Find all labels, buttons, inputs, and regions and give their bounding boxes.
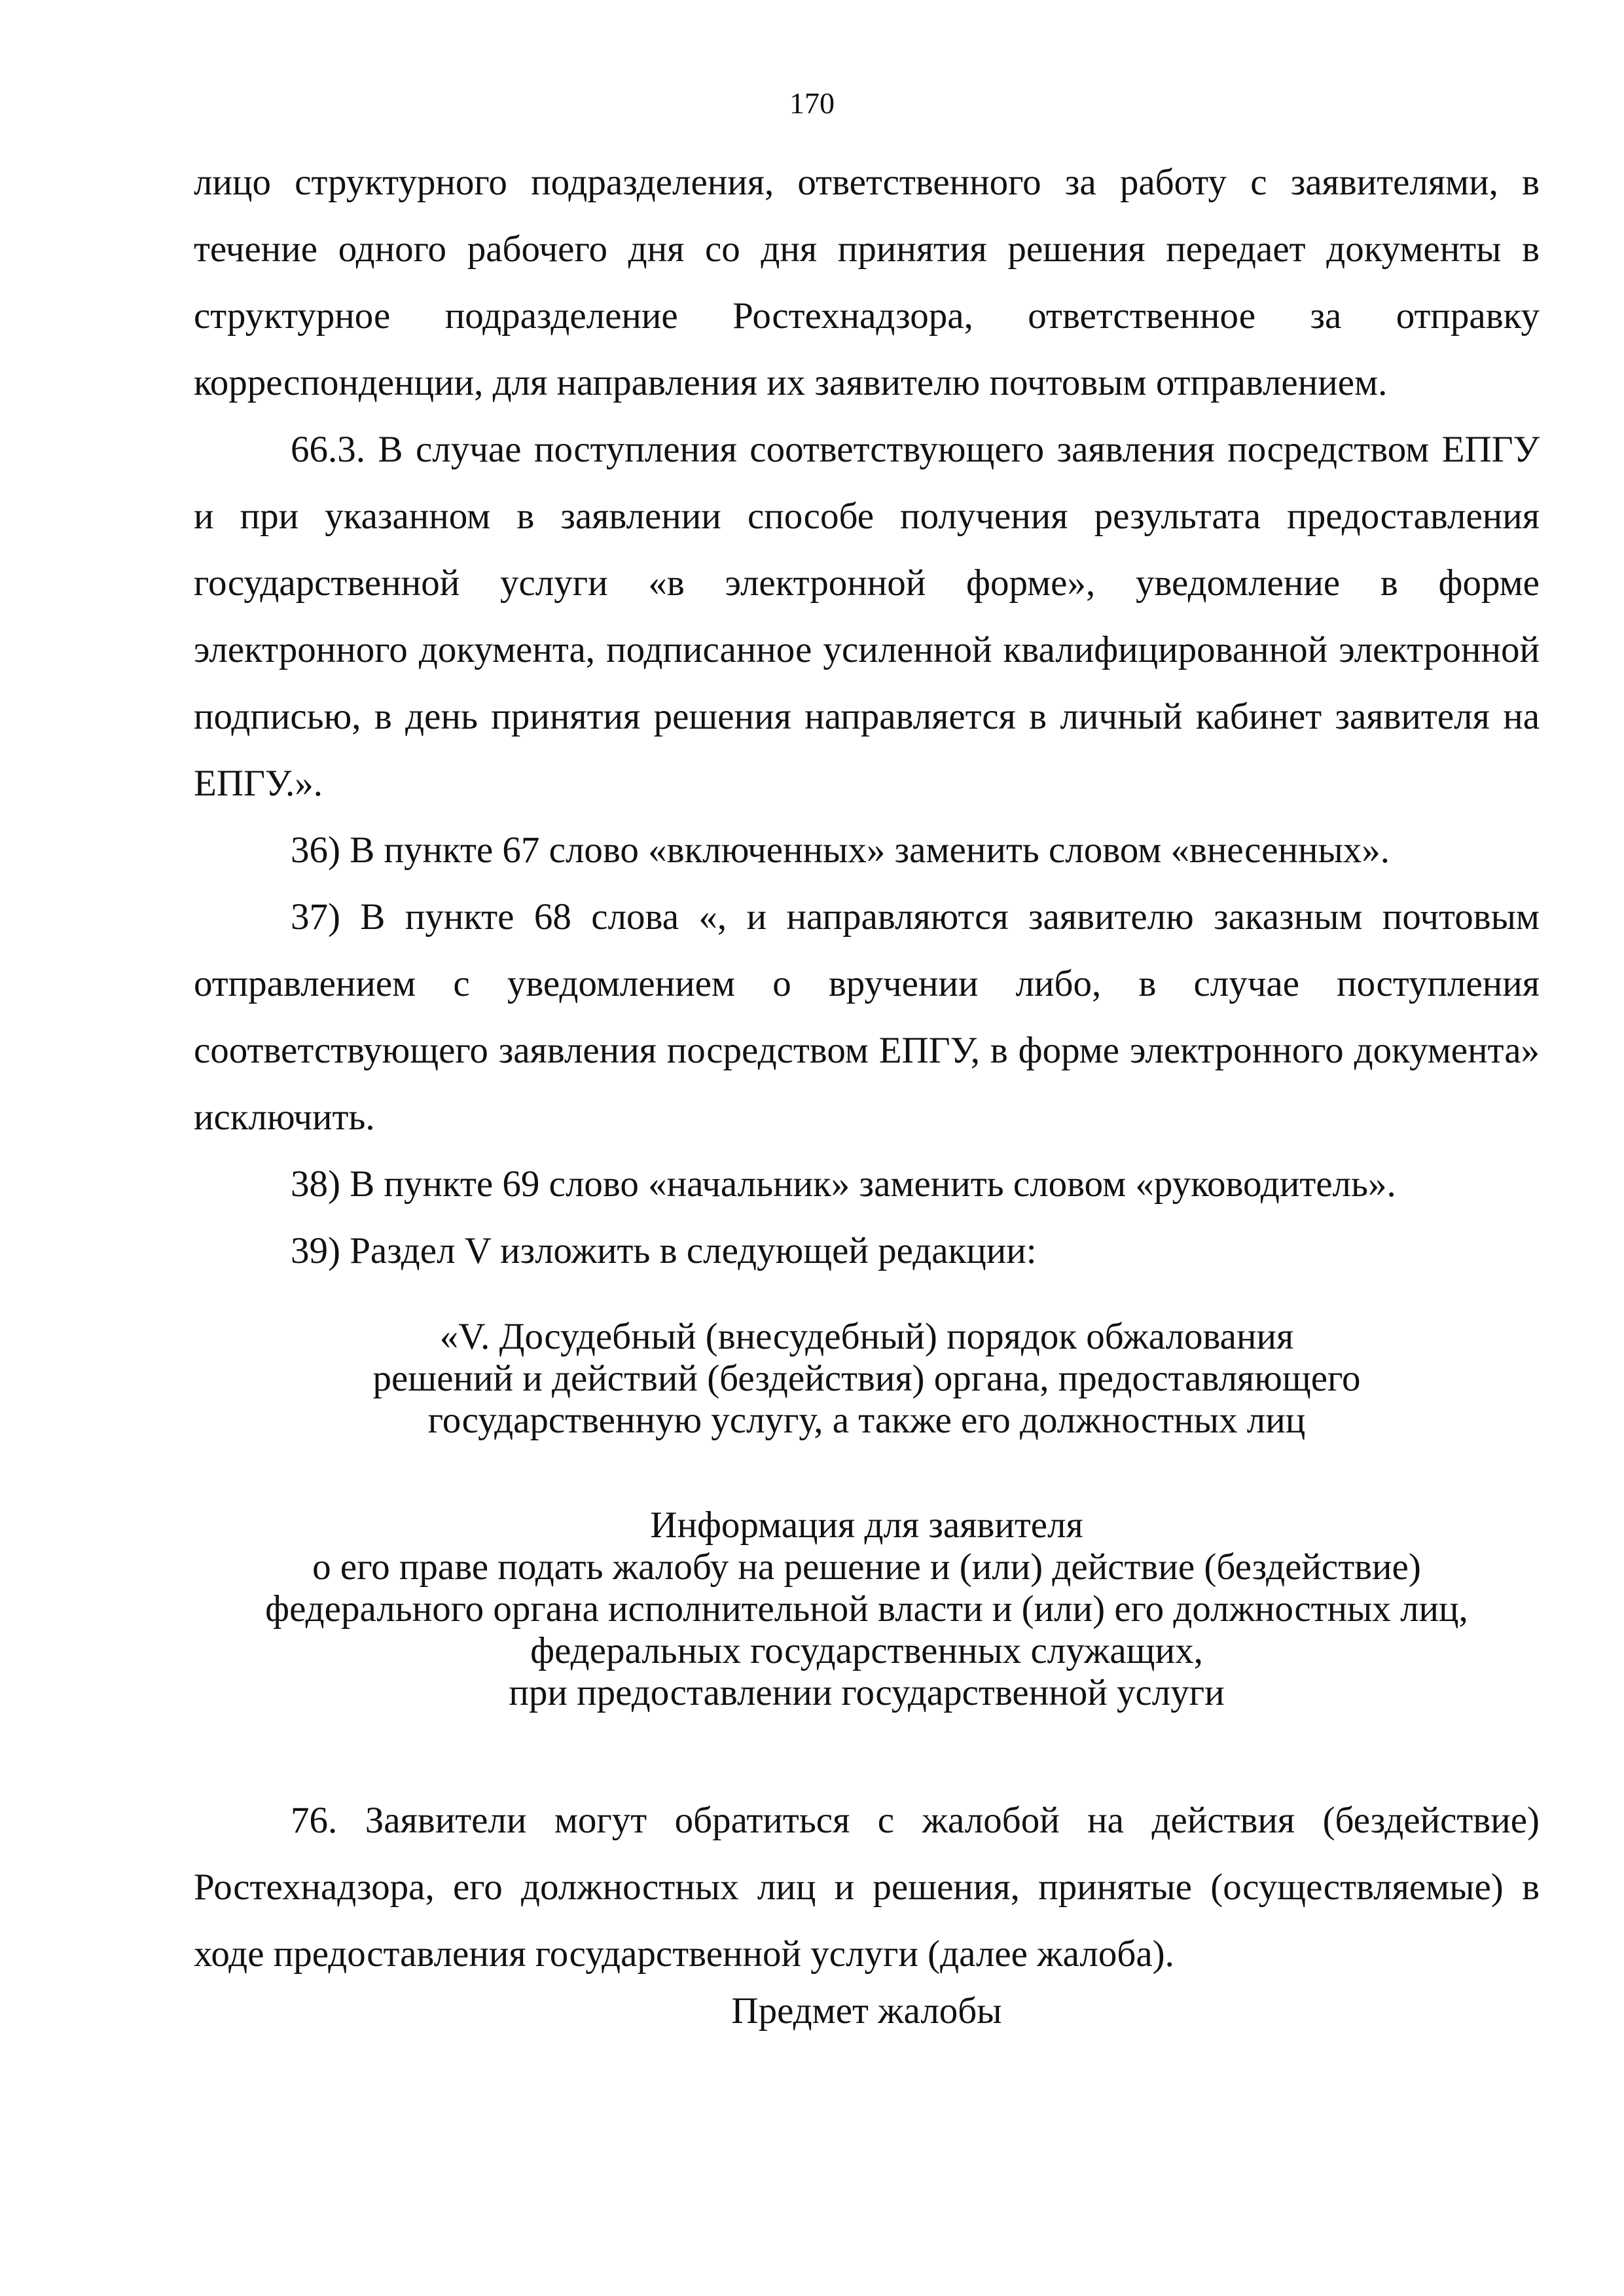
section-heading-line: государственную услугу, а также его должностных лиц (427, 1400, 1306, 1441)
complaint-subject-heading: Предмет жалобы (731, 1990, 1002, 2032)
paragraph-item-39: 39) Раздел V изложить в следующей редакции: (291, 1230, 1037, 1271)
info-heading-line: о его праве подать жалобу на решение и (или) действие (бездействие) (312, 1546, 1421, 1588)
paragraph-76: 76. Заявители могут обратиться с жалобой на действия (бездействие) Ростехнадзора, его должностных лиц и решения, принятые (осуществляемые) в ходе предоставления государственной услуги (далее жалоба). (194, 1800, 1540, 1975)
info-heading-line: федерального органа исполнительной власти и (или) его должностных лиц, (265, 1588, 1468, 1630)
info-heading-line: федеральных государственных служащих, (530, 1630, 1203, 1671)
body-text-top (194, 149, 1540, 1285)
page-number: 170 (789, 86, 835, 120)
paragraph-continuation: лицо структурного подразделения, ответственного за работу с заявителями, в течение одного рабочего дня со дня принятия решения передает документы в структурное подразделение Ростехнадзора, ответственное за отправку корреспонденции, для направления их заявителю почтовым отправлением. (194, 162, 1540, 403)
paragraph-item-37: 37) В пункте 68 слова «, и направляются заявителю заказным почтовым отправлением с уведомлением о вручении либо, в случае поступления соответствующего заявления посредством ЕПГУ, в форме электронного документа» исключить. (194, 896, 1540, 1138)
body-text-bottom (194, 1787, 1540, 1988)
info-heading-line: Информация для заявителя (650, 1504, 1083, 1546)
section-v-heading (194, 1316, 1540, 1442)
info-heading-line: при предоставлении государственной услуги (509, 1672, 1225, 1713)
section-heading-line: «V. Досудебный (внесудебный) порядок обжалования (439, 1316, 1294, 1357)
paragraph-item-36: 36) В пункте 67 слово «включенных» заменить словом «внесенных». (291, 829, 1390, 871)
section-heading-line: решений и действий (бездействия) органа, предоставляющего (372, 1358, 1361, 1399)
applicant-info-heading (194, 1504, 1540, 1714)
paragraph-item-38: 38) В пункте 69 слово «начальник» заменить словом «руководитель». (291, 1163, 1396, 1205)
paragraph-66-3: 66.3. В случае поступления соответствующего заявления посредством ЕПГУ и при указанном в заявлении способе получения результата предоставления государственной услуги «в электронной форме», уведомление в форме электронного документа, подписанное усиленной квалифицированной электронной подписью, в день принятия решения направляется в личный кабинет заявителя на ЕПГУ.». (194, 429, 1540, 804)
